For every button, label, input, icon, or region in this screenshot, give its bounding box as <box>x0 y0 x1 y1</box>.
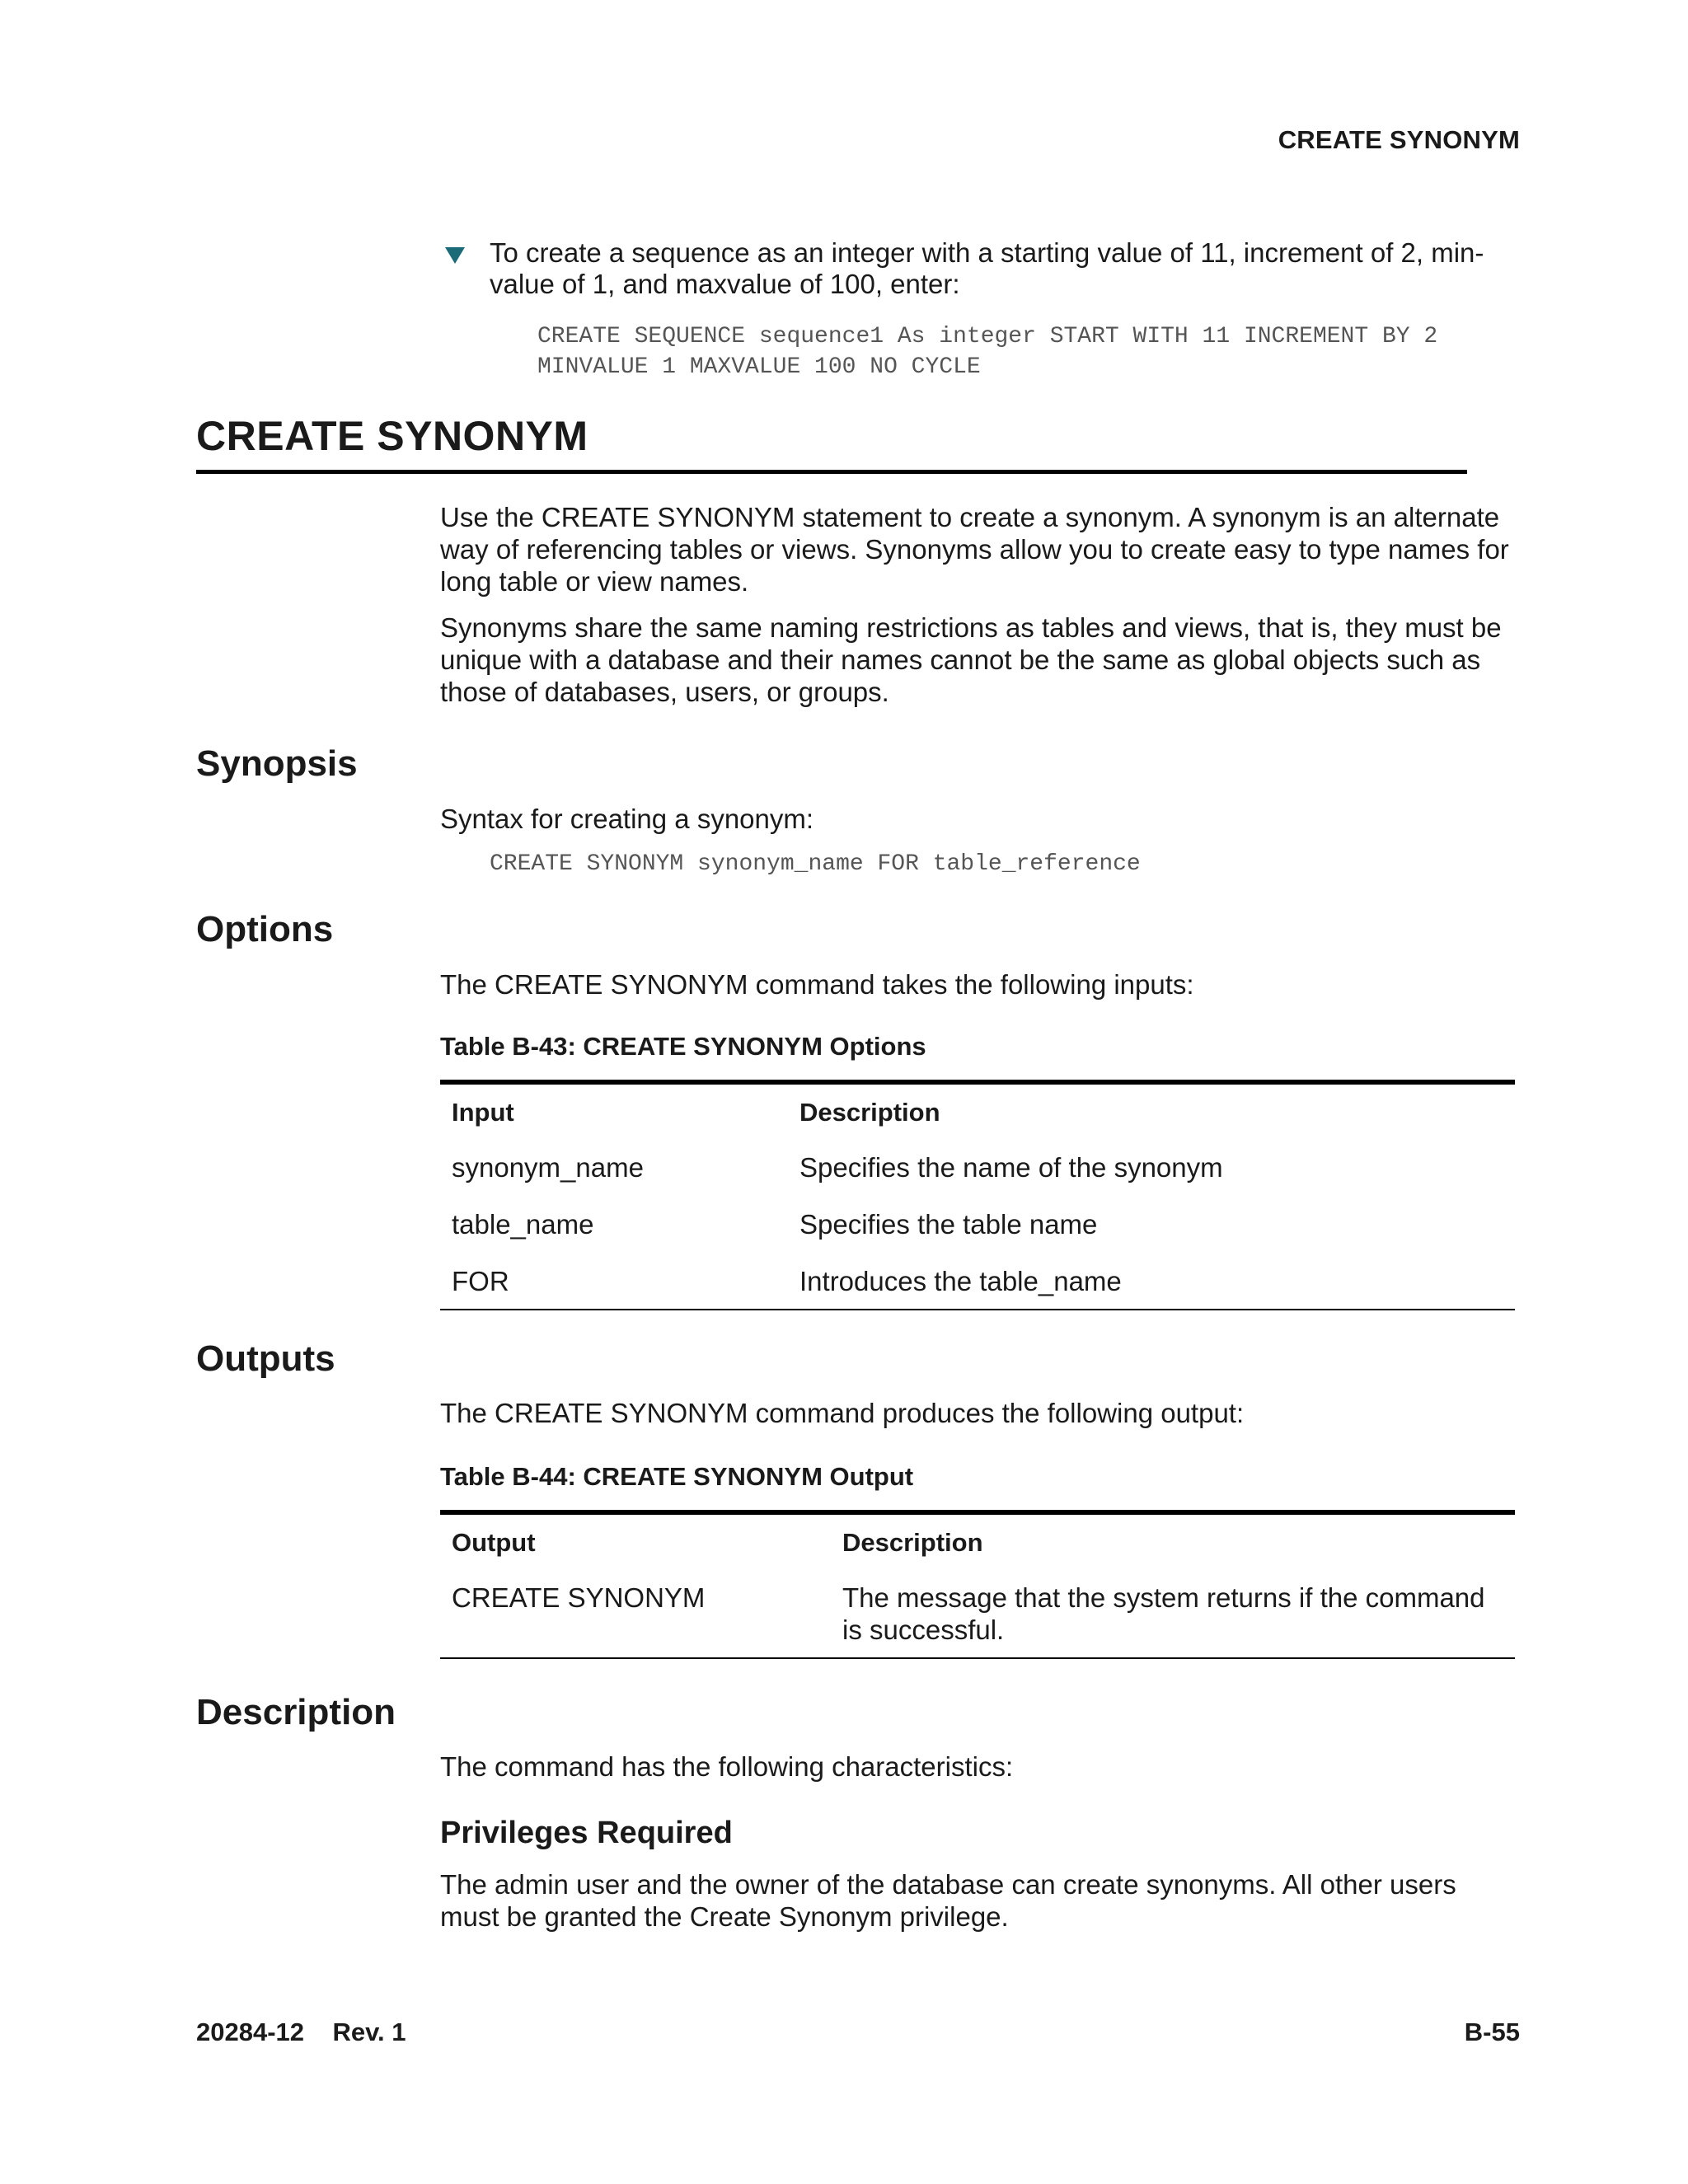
options-intro: The CREATE SYNONYM command takes the following inputs: <box>440 969 1194 1000</box>
synopsis-heading: Synopsis <box>196 743 358 784</box>
table-row <box>440 1138 1515 1195</box>
privileges-text: The admin user and the owner of the database can create synonyms. All other users must be granted the Create Synonym privilege. <box>440 1869 1456 1932</box>
title-rule <box>196 470 1467 474</box>
table-row <box>440 1568 1515 1657</box>
synopsis-intro: Syntax for creating a synonym: <box>440 804 814 834</box>
outputs-intro: The CREATE SYNONYM command produces the following output: <box>440 1398 1245 1428</box>
code-line: MINVALUE 1 MAXVALUE 100 NO CYCLE <box>537 354 981 380</box>
table-cell: table_name <box>452 1209 594 1240</box>
column-header: Description <box>799 1098 940 1127</box>
table-cell: Introduces the table_name <box>799 1266 1122 1296</box>
footer-doc-number: 20284-12 Rev. 1 <box>196 2018 406 2046</box>
privileges-heading: Privileges Required <box>440 1816 733 1850</box>
table-header-row <box>440 1085 1515 1138</box>
options-heading: Options <box>196 909 334 949</box>
code-block-sequence <box>537 321 1437 382</box>
table-cell: The message that the system returns if the command is successful. <box>842 1582 1485 1645</box>
overview-paragraph-2: Synonyms share the same naming restrictions as tables and views, that is, they must be unique with a database and their names cannot be the same as global objects such as those of databases, users, or groups. <box>440 612 1502 707</box>
table-row <box>440 1195 1515 1252</box>
column-header: Description <box>842 1528 983 1557</box>
page-title: CREATE SYNONYM <box>196 413 588 459</box>
triangle-bullet-icon <box>445 247 465 264</box>
options-table <box>440 1080 1515 1310</box>
table-cell: Specifies the name of the synonym <box>799 1152 1223 1183</box>
synopsis-code: CREATE SYNONYM synonym_name FOR table_reference <box>490 851 1141 877</box>
footer-page-number: B-55 <box>1464 2018 1520 2046</box>
outputs-heading: Outputs <box>196 1338 335 1379</box>
outputs-table <box>440 1510 1515 1659</box>
table-cell: synonym_name <box>452 1152 644 1183</box>
column-header: Output <box>452 1528 536 1557</box>
table-cell: Specifies the table name <box>799 1209 1098 1240</box>
running-header: CREATE SYNONYM <box>1278 125 1520 154</box>
outputs-table-caption: Table B-44: CREATE SYNONYM Output <box>440 1462 914 1491</box>
table-cell: FOR <box>452 1266 509 1296</box>
column-header: Input <box>452 1098 514 1127</box>
code-line: CREATE SEQUENCE sequence1 As integer START WITH 11 INCREMENT BY 2 <box>537 324 1438 349</box>
description-heading: Description <box>196 1692 396 1732</box>
table-cell: CREATE SYNONYM <box>452 1582 706 1613</box>
table-header-row <box>440 1515 1515 1568</box>
table-row <box>440 1252 1515 1309</box>
description-intro: The command has the following characteristics: <box>440 1751 1014 1782</box>
options-table-caption: Table B-43: CREATE SYNONYM Options <box>440 1032 926 1061</box>
overview-paragraph-1: Use the CREATE SYNONYM statement to create a synonym. A synonym is an alternate way of referencing tables or views. Synonyms allow you to create easy to type names for long table or view names. <box>440 502 1509 597</box>
bullet-text: To create a sequence as an integer with a starting value of 11, increment of 2, min-value of 1, and maxvalue of 100, enter: <box>490 237 1484 299</box>
